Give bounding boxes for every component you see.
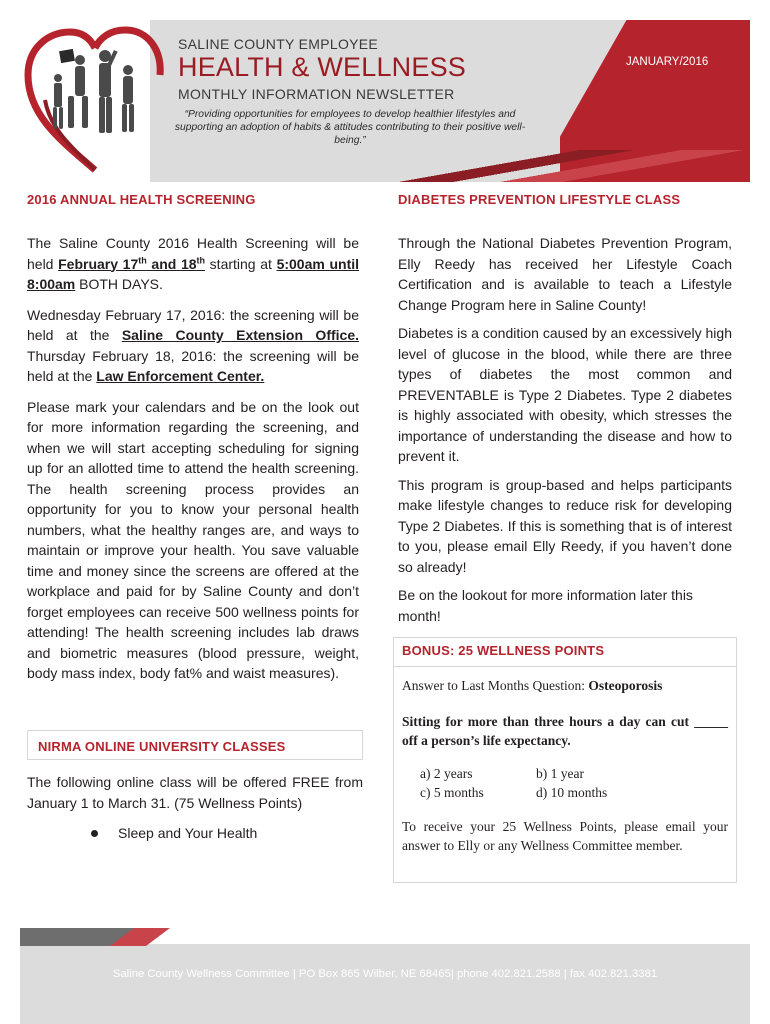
nirma-body [27, 772, 363, 841]
nirma-heading-box [27, 730, 363, 760]
newsletter-title: HEALTH & WELLNESS [178, 52, 466, 82]
left-column [27, 192, 359, 684]
date-feb17: February 17 [58, 255, 139, 272]
bonus-section [393, 637, 737, 883]
bonus-instructions: To receive your 25 Wellness Points, please email your answer to Elly or any Wellness Committee member. [402, 819, 728, 853]
screening-paragraph-3: Please mark your calendars and be on the look out for more information regarding the screening, and when we will start accepting scheduling for signing up for an allotted time to attend the health screening. The health screening process provides an opportunity for you to know your personal health numbers, what the healthy ranges are, and ways to maintain or improve your health. You save valuable time and money since the screens are offered at the workplace and paid for by Saline County and don’t forget employees can receive 500 wellness points for attending! The health screening includes lab draws and biometric measures (blood pressure, weight, body mass index, body fat% and waist measures). [27, 398, 359, 681]
bullet-icon [91, 830, 98, 837]
screening-time: 5:00am until 8:00am [27, 255, 360, 292]
bonus-heading: BONUS: 25 WELLNESS POINTS [402, 643, 605, 658]
diabetes-paragraph-2: Diabetes is a condition caused by an excessively high level of glucose in the blood, while there are three types of diabetes the most common and PREVENTABLE is Type 2 Diabetes. Type 2 diabetes is highly associated with obesity, which stresses the importance of understanding the disease and how to prevent it. [398, 325, 732, 464]
date-feb18: and 18 [146, 255, 197, 272]
last-month-answer [402, 678, 662, 694]
option-b: b) 1 year [536, 766, 584, 781]
screening-heading: 2016 ANNUAL HEALTH SCREENING [27, 192, 256, 207]
diabetes-heading: DIABETES PREVENTION LIFESTYLE CLASS [398, 192, 681, 207]
header-employee-label: SALINE COUNTY EMPLOYEE [178, 36, 379, 52]
diabetes-paragraph-4: Be on the lookout for more information later this month! [398, 587, 693, 624]
option-a: a) 2 years [420, 766, 473, 781]
bonus-question: Sitting for more than three hours a day can cut _____ off a person’s life expectancy. [402, 714, 728, 748]
issue-date: JANUARY/2016 [626, 56, 709, 68]
heart-people-logo-icon [20, 20, 170, 180]
ordinal-suffix: th [138, 254, 147, 265]
option-d: d) 10 months [536, 785, 608, 800]
newsletter-subtitle: MONTHLY INFORMATION NEWSLETTER [178, 86, 455, 102]
divider [394, 666, 736, 667]
screening-paragraph-1 [27, 233, 359, 295]
nirma-section [27, 730, 363, 884]
ordinal-suffix: th [196, 254, 206, 265]
newsletter-header [0, 0, 770, 178]
newsletter-tagline: “Providing opportunities for employees to develop healthier lifestyles and supporting an adoption of habits & attitudes contributing to their positive well-being.” [174, 109, 526, 146]
nirma-paragraph: The following online class will be offered FREE from January 1 to March 31. (75 Wellness Points) [27, 774, 363, 811]
option-c: c) 5 months [420, 785, 484, 800]
footer-gray-band [20, 944, 750, 1024]
list-item [27, 825, 363, 841]
location-law-enforcement: Law Enforcement Center. [96, 368, 265, 384]
screening-paragraph-2 [27, 305, 359, 387]
nirma-heading: NIRMA ONLINE UNIVERSITY CLASSES [38, 739, 286, 754]
footer-contact-info: Saline County Wellness Committee | PO Box 865 Wilber, NE 68465| phone 402.821.2588 | fax 402.821.3381 [112, 968, 658, 980]
answer-label: Answer to Last Months Question: [402, 678, 589, 693]
diabetes-paragraph-1: Through the National Diabetes Prevention Program, Elly Reedy has received her Lifestyle Coach Certification and is available to teach a Lifestyle Change Program here in Saline County! [398, 235, 732, 313]
text-span: Thursday February 18, 2016: the screening will be held at the [27, 347, 359, 384]
newsletter-footer [0, 928, 770, 1024]
text-span: BOTH DAYS. [75, 276, 163, 292]
text-span: starting at [205, 255, 277, 272]
class-name: Sleep and Your Health [118, 825, 258, 841]
header-stripes [150, 150, 750, 182]
diabetes-paragraph-3: This program is group-based and helps participants make lifestyle changes to reduce risk for developing Type 2 Diabetes. If this is something that is of interest to you, please email Elly Reedy, if you haven’t done so already! [398, 476, 732, 575]
text-span: Wednesday February 17, 2016: the screening will be held at the [27, 306, 359, 343]
text-span: The Saline County 2016 Health Screening will be held [27, 235, 359, 272]
answer-value: Osteoporosis [588, 678, 663, 693]
right-column [398, 192, 732, 626]
location-extension-office: Saline County Extension Office. [121, 327, 359, 343]
